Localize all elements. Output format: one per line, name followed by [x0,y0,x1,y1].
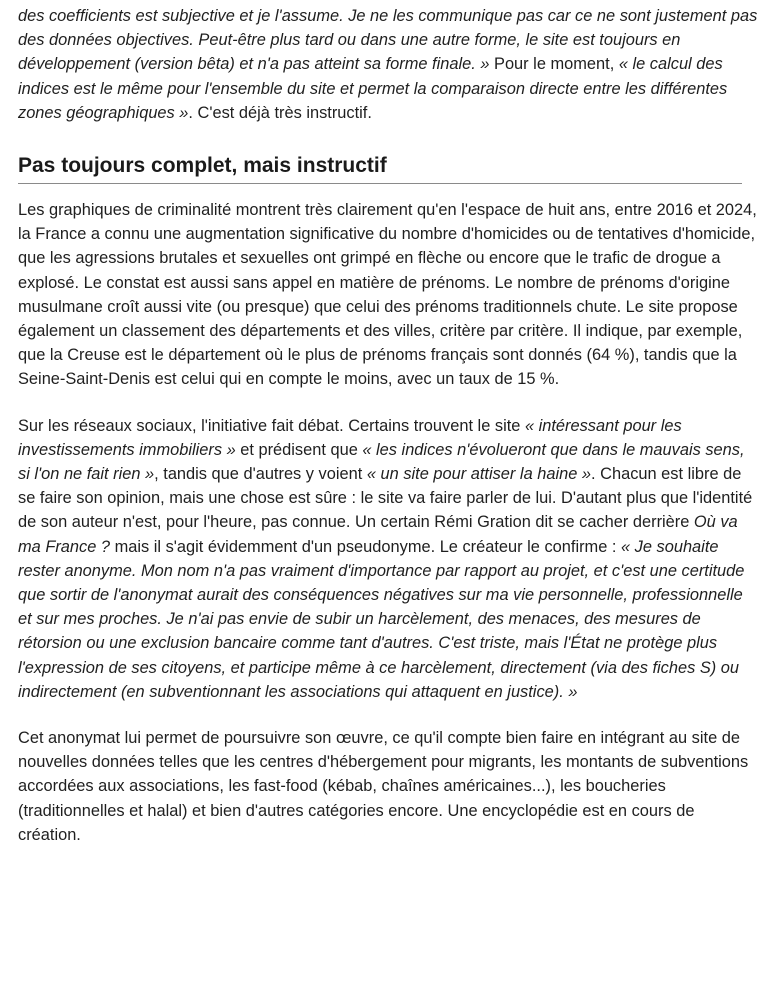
intro-quote: « le calcul des indices est le même pour l'ensemble du site et permet la comparaison directe entre les différentes zones géographiques » [18,55,728,122]
debate-text: Sur les réseaux sociaux, l'initiative fait débat. Certains trouvent le site [18,416,525,435]
paragraph-crime-stats: Les graphiques de criminalité montrent très clairement qu'en l'espace de huit ans, entre 2016 et 2024, la France a connu une augmentation significative du nombre d'homicides ou de tentatives d'homicide, que les agressions brutales et sexuelles ont grimpé en flèche ou encore que le trafic de drogue a explosé. Le constat est aussi sans appel en matière de prénoms. Le nombre de prénoms d'origine musulmane croît aussi vite (ou presque) que celui des prénoms traditionnels chute. Le site propose également un classement des départements et des villes, critère par critère. Il indique, par exemple, que la Creuse est le département où le plus de prénoms français sont donnés (64 %), tandis que la Seine-Saint-Denis est celui qui en compte le moins, avec un taux de 15 %. [18,201,757,389]
intro-text: Pour le moment, [489,55,619,74]
debate-quote-indices: « les indices n'évolueront que dans le mauvais sens, si l'on ne fait rien » [18,440,745,484]
site-name: Où va ma France ? [18,513,738,556]
paragraph-future-plans: Cet anonymat lui permet de poursuivre son œuvre, ce qu'il compte bien faire en intégrant au site de nouvelles données telles que les centres d'hébergement pour migrants, les montants de subventions accordées aux associations, les fast-food (kébab, chaînes américaines...), les boucheries (traditionnelles et halal) et bien d'autres catégories encore. Une encyclopédie est en cours de création. [18,729,749,844]
debate-text: , tandis que d'autres y voient [154,465,367,484]
debate-text: mais il s'agit évidemment d'un pseudonyme. Le créateur le confirme : [110,537,621,556]
intro-paragraph [18,0,758,125]
debate-text: et prédisent que [235,440,363,459]
intro-quote-end: des coefficients est subjective et je l'assume. Je ne les communique pas car ce ne sont justement pas des données objectives. Peut-être plus tard ou dans une autre forme, le site est toujours en développement (version bêta) et n'a pas atteint sa forme finale. » [18,7,758,74]
debate-quote-investment: « intéressant pour les investissements immobiliers » [18,416,682,459]
section-heading: Pas toujours complet, mais instructif [18,153,742,184]
paragraph-social-debate [18,414,758,704]
creator-quote: « Je souhaite rester anonyme. Mon nom n'a pas vraiment d'importance par rapport au projet, et c'est une certitude que sortir de l'anonymat aurait des conséquences négatives sur ma vie personnelle, professionnelle et sur mes proches. Je n'ai pas envie de subir un harcèlement, des menaces, des mesures de rétorsion ou une exclusion bancaire comme tant d'autres. C'est triste, mais l'État ne protège plus l'expression de ses citoyens, et participe même à ce harcèlement, directement (via des fiches S) ou indirectement (en subventionnant les associations qui attaquent en justice). » [18,537,745,701]
article-page [18,0,758,847]
debate-text: . Chacun est libre de se faire son opinion, mais une chose est sûre : le site va faire parler de lui. D'autant plus que l'identité de son auteur n'est, pour l'heure, pas connue. Un certain Rémi Gration dit se cacher derrière [18,465,753,532]
intro-text-end: . C'est déjà très instructif. [188,103,372,122]
debate-quote-hate: « un site pour attiser la haine » [366,465,592,484]
